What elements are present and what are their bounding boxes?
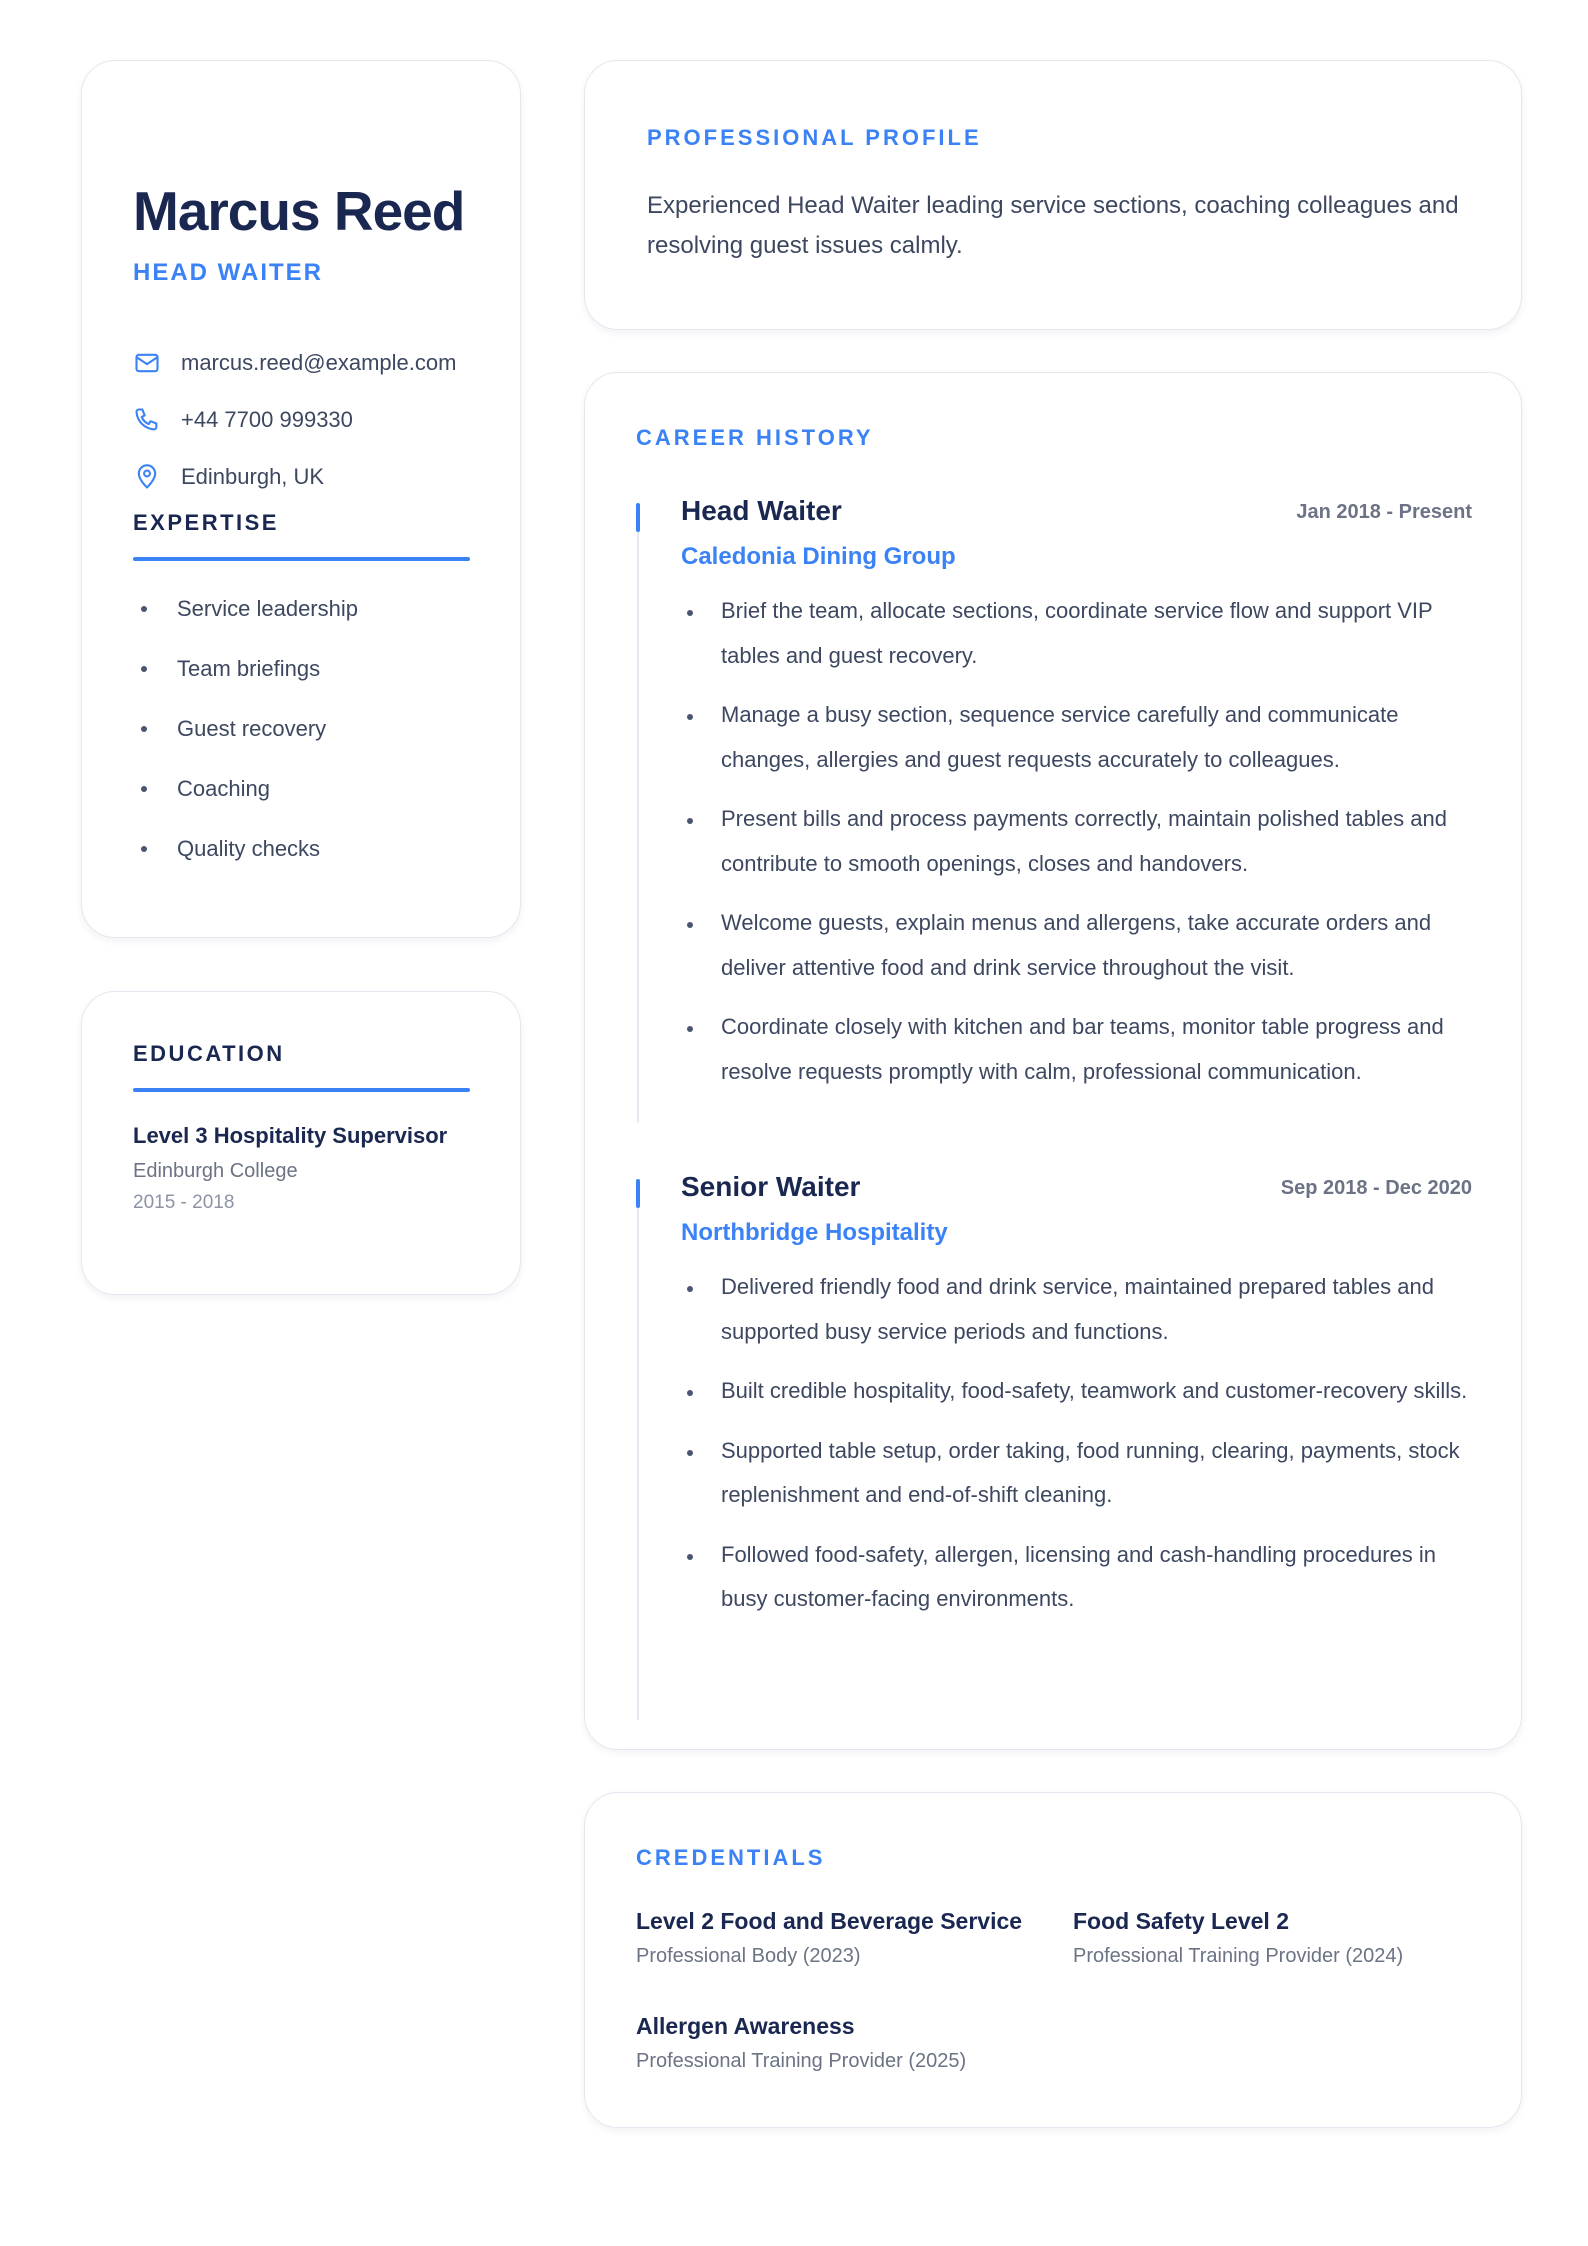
job-entry	[636, 1171, 1472, 1719]
credential-item	[1073, 1908, 1403, 1968]
job-company: Caledonia Dining Group	[681, 543, 956, 570]
credential-name: Food Safety Level 2	[1073, 1908, 1290, 1934]
credentials-card	[584, 1792, 1522, 2128]
job-bullet: Present bills and process payments correctly, maintain polished tables and contribute to smooth openings, closes and handovers.	[681, 797, 1471, 886]
identity-card	[81, 60, 521, 938]
profile-card	[584, 60, 1522, 330]
job-bullets	[681, 1265, 1471, 1637]
job-entry	[636, 495, 1472, 1123]
profile-summary: Experienced Head Waiter leading service sections, coaching colleagues and resolving guest issues calmly.	[647, 192, 1459, 259]
job-bullets	[681, 589, 1471, 1109]
credential-issuer: Professional Training Provider (2025)	[636, 2050, 967, 2072]
job-bullet: Supported table setup, order taking, food running, clearing, payments, stock replenishment and end-of-shift cleaning.	[681, 1429, 1471, 1518]
credentials-title: CREDENTIALS	[636, 1845, 826, 1870]
job-marker	[636, 1179, 640, 1208]
expertise-title: EXPERTISE	[133, 510, 279, 535]
credential-name: Level 2 Food and Beverage Service	[636, 1908, 1023, 1934]
skill-item: Guest recovery	[133, 716, 326, 742]
education-degree: Level 3 Hospitality Supervisor	[133, 1123, 448, 1148]
job-bullet: Followed food-safety, allergen, licensing and cash-handling procedures in busy customer-facing environments.	[681, 1533, 1471, 1622]
job-bullet: Welcome guests, explain menus and allergens, take accurate orders and deliver attentive food and drink service throughout the visit.	[681, 901, 1471, 990]
job-timeline-line	[637, 532, 639, 1123]
job-dates: Jan 2018 - Present	[1296, 501, 1472, 523]
skill-item: Quality checks	[133, 836, 320, 862]
education-card	[81, 991, 521, 1295]
phone-icon	[133, 406, 161, 434]
career-history-card	[584, 372, 1522, 1750]
education-school: Edinburgh College	[133, 1160, 298, 1182]
education-dates: 2015 - 2018	[133, 1192, 235, 1213]
contact-email-row	[133, 349, 456, 377]
skill-item: Coaching	[133, 776, 270, 802]
skill-item: Service leadership	[133, 596, 358, 622]
job-bullet: Coordinate closely with kitchen and bar teams, monitor table progress and resolve requests promptly with calm, professional communication.	[681, 1005, 1471, 1094]
job-bullet: Manage a busy section, sequence service carefully and communicate changes, allergies and guest requests accurately to colleagues.	[681, 693, 1471, 782]
job-title: Senior Waiter	[681, 1171, 861, 1202]
credential-name: Allergen Awareness	[636, 2013, 855, 2039]
contact-phone[interactable]: +44 7700 999330	[181, 407, 353, 432]
job-bullet: Brief the team, allocate sections, coordinate service flow and support VIP tables and guest recovery.	[681, 589, 1471, 678]
education-title: EDUCATION	[133, 1041, 285, 1066]
credential-issuer: Professional Training Provider (2024)	[1073, 1945, 1404, 1967]
job-company: Northbridge Hospitality	[681, 1219, 948, 1246]
contact-location-row	[133, 463, 324, 491]
credential-issuer: Professional Body (2023)	[636, 1945, 861, 1967]
contact-email[interactable]: marcus.reed@example.com	[181, 350, 457, 375]
expertise-divider	[133, 557, 470, 561]
education-divider	[133, 1088, 470, 1092]
job-timeline-line	[637, 1208, 639, 1720]
credential-item	[636, 2013, 966, 2073]
mail-icon	[133, 349, 161, 377]
contact-phone-row	[133, 406, 353, 434]
skill-item: Team briefings	[133, 656, 320, 682]
candidate-role: HEAD WAITER	[133, 259, 323, 286]
job-bullet: Built credible hospitality, food-safety, teamwork and customer-recovery skills.	[681, 1369, 1471, 1414]
job-dates: Sep 2018 - Dec 2020	[1280, 1177, 1472, 1199]
job-title: Head Waiter	[681, 495, 842, 526]
profile-title: PROFESSIONAL PROFILE	[647, 125, 982, 150]
candidate-name: Marcus Reed	[133, 180, 465, 242]
career-title: CAREER HISTORY	[636, 425, 874, 450]
credential-item	[636, 1908, 1022, 1968]
job-bullet: Delivered friendly food and drink service, maintained prepared tables and supported busy service periods and functions.	[681, 1265, 1471, 1354]
contact-location: Edinburgh, UK	[181, 464, 325, 489]
location-pin-icon	[133, 463, 161, 491]
job-marker	[636, 503, 640, 532]
